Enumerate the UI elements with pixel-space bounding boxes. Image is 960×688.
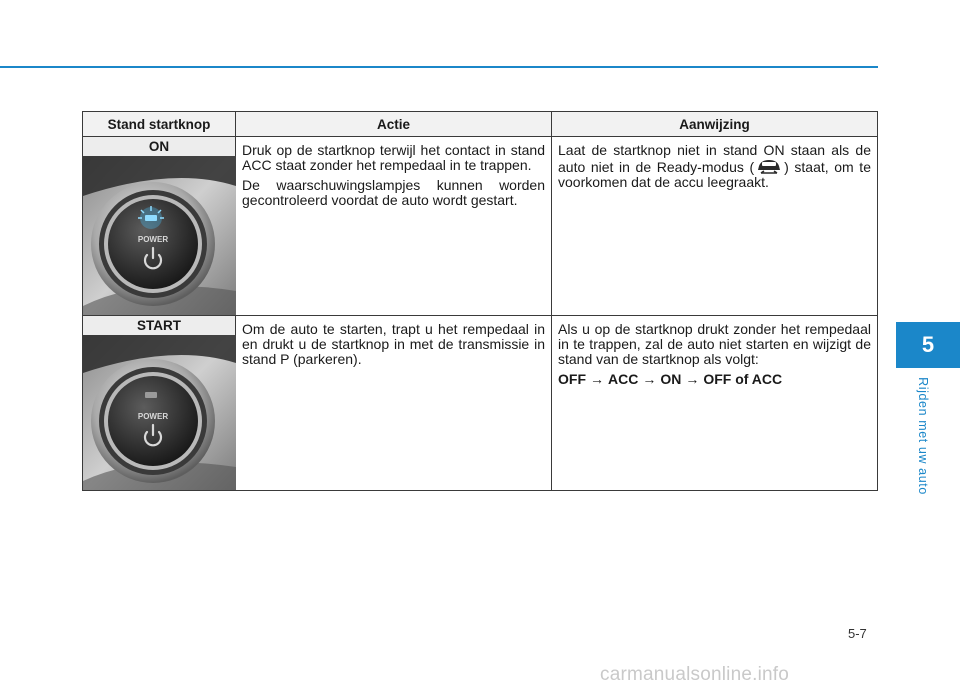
table-row xyxy=(83,137,878,316)
watermark: carmanualsonline.info xyxy=(600,664,790,685)
header-stand-startknop: Stand startknop xyxy=(83,112,236,137)
actie-paragraph: Om de auto te starten, trapt u het rempedaal in en drukt u de startknop in met de transmissie in stand P (parkeren). xyxy=(242,321,545,367)
sequence-off-or-acc: OFF of ACC xyxy=(703,371,783,387)
aanwijzing-text-before: Laat de startknop niet in stand ON staan als de auto niet in de Ready-modus ( xyxy=(558,142,871,175)
sequence-on: ON xyxy=(660,371,682,387)
table-row xyxy=(83,316,878,491)
actie-paragraph: De waarschuwingslampjes kunnen worden gecontroleerd voordat de auto wordt gestart. xyxy=(242,177,545,208)
arrow-right-icon: → xyxy=(642,371,657,387)
sequence-acc: ACC xyxy=(608,371,639,387)
stand-cell-start xyxy=(83,316,236,491)
actie-cell-start xyxy=(236,316,552,491)
power-label: POWER xyxy=(137,412,169,421)
aanwijzing-cell-start xyxy=(552,316,878,491)
startknop-table xyxy=(82,111,878,491)
top-rule xyxy=(0,66,878,68)
aanwijzing-text-after: ) staat, om te voorkomen dat de accu leegraakt. xyxy=(558,159,871,190)
header-aanwijzing: Aanwijzing xyxy=(552,112,878,137)
power-label: POWER xyxy=(137,235,169,244)
indicator-light-off xyxy=(145,392,157,398)
arrow-right-icon: → xyxy=(590,371,604,387)
page-number: 5-7 xyxy=(848,626,867,641)
stand-cell-on xyxy=(83,137,236,316)
aanwijzing-cell-on xyxy=(552,137,878,316)
header-actie: Actie xyxy=(236,112,552,137)
actie-cell-on xyxy=(236,137,552,316)
stand-label: ON xyxy=(83,137,235,156)
sequence-off: OFF xyxy=(558,371,586,387)
power-button-on-photo xyxy=(83,156,236,315)
chapter-title xyxy=(912,372,934,500)
actie-paragraph: Druk op de startknop terwijl het contact in stand ACC staat zonder het rempedaal in te trappen. xyxy=(242,142,545,173)
chapter-number-tab: 5 xyxy=(896,322,960,368)
table-header-row xyxy=(83,112,878,137)
stand-sequence xyxy=(558,372,871,387)
stand-label: START xyxy=(83,316,235,335)
aanwijzing-paragraph xyxy=(558,143,871,190)
ready-mode-car-icon xyxy=(756,158,782,175)
aanwijzing-paragraph: Als u op de startknop drukt zonder het rempedaal in te trappen, zal de auto niet starten en wijzigt de stand van de startknop als volgt: xyxy=(558,321,871,367)
chapter-title-text: Rijden met uw auto xyxy=(916,377,930,495)
power-button-start-photo xyxy=(83,335,236,490)
arrow-right-icon: → xyxy=(685,371,700,387)
